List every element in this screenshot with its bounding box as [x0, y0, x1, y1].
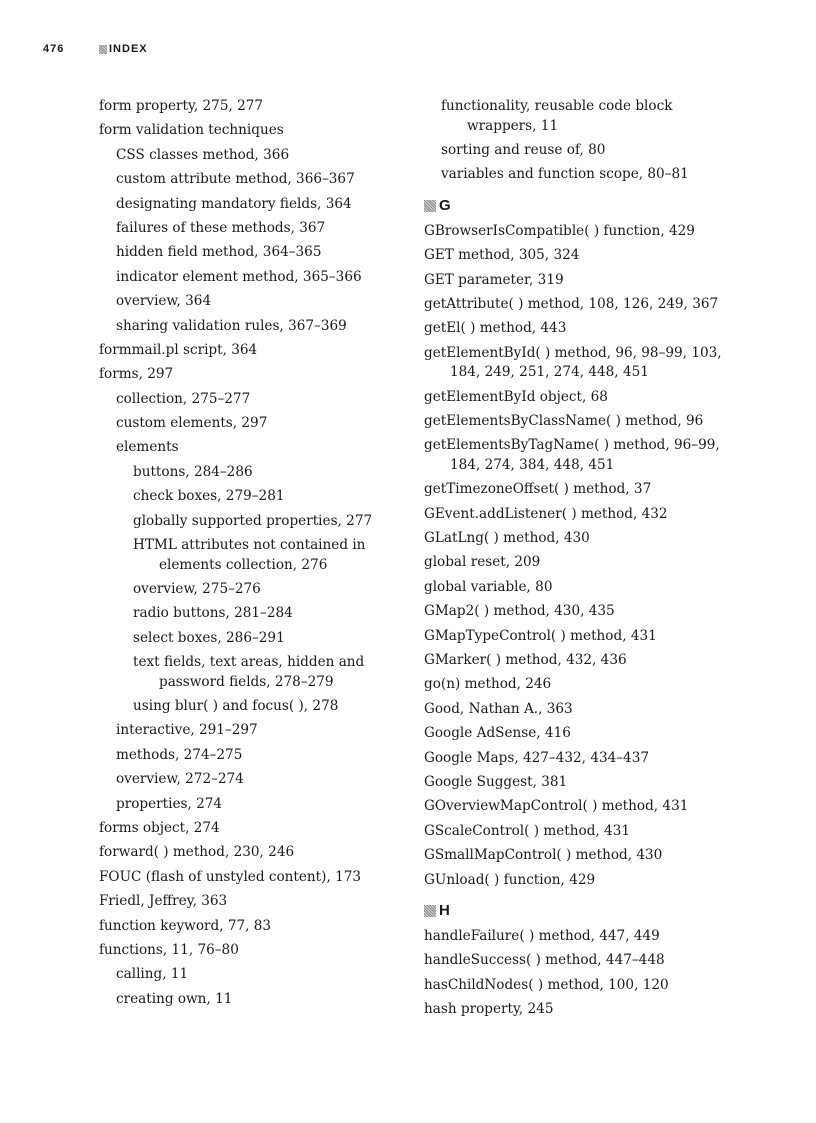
index-entry: hash property, 245	[424, 1001, 554, 1018]
index-entry: GOverviewMapControl( ) method, 431	[424, 798, 689, 815]
page-number: 476	[43, 43, 65, 55]
index-subentry: overview, 272–274	[116, 771, 244, 788]
index-subentry: HTML attributes not contained in elements collection, 276	[133, 537, 366, 573]
index-letter: H	[439, 902, 450, 920]
index-subentry: collection, 275–277	[116, 390, 251, 407]
index-entry: GBrowserIsCompatible( ) function, 429	[424, 222, 695, 239]
index-entry: getElementById( ) method, 96, 98–99, 103, 184, 249, 251, 274, 448, 451	[424, 344, 722, 381]
index-subentry: custom attribute method, 366–367	[116, 171, 355, 188]
index-entry: GScaleControl( ) method, 431	[424, 822, 630, 839]
index-subentry: indicator element method, 365–366	[116, 268, 362, 285]
index-entry: forms object, 274	[99, 819, 220, 836]
index-subentry: creating own, 11	[116, 990, 233, 1007]
index-subentry: using blur( ) and focus( ), 278	[133, 697, 339, 714]
index-entry: Friedl, Jeffrey, 363	[99, 893, 228, 910]
index-entry: hasChildNodes( ) method, 100, 120	[424, 976, 669, 993]
index-entry: formmail.pl script, 364	[99, 341, 258, 358]
index-subentry: custom elements, 297	[116, 415, 268, 432]
index-entry: getTimezoneOffset( ) method, 37	[424, 481, 652, 498]
index-entry: getElementsByClassName( ) method, 96	[424, 413, 704, 430]
running-header	[43, 41, 148, 57]
index-subentry: buttons, 284–286	[133, 463, 253, 480]
index-subentry: variables and function scope, 80–81	[441, 166, 689, 183]
section-marker-icon	[99, 45, 107, 54]
index-subentry: sharing validation rules, 367–369	[116, 317, 347, 334]
index-entry: getElementById object, 68	[424, 388, 608, 405]
index-entry: GET method, 305, 324	[424, 247, 580, 264]
index-entry: GMapTypeControl( ) method, 431	[424, 627, 657, 644]
index-subentry: check boxes, 279–281	[133, 488, 285, 505]
index-entry: GEvent.addListener( ) method, 432	[424, 505, 668, 522]
index-entry: function keyword, 77, 83	[99, 917, 272, 934]
index-entry: handleSuccess( ) method, 447–448	[424, 952, 665, 969]
heading-marker-icon	[424, 905, 436, 917]
index-subentry: designating mandatory fields, 364	[116, 195, 352, 212]
index-subentry: interactive, 291–297	[116, 722, 258, 739]
index-column-left	[99, 97, 417, 1014]
index-entry: GET parameter, 319	[424, 271, 564, 288]
index-entry: handleFailure( ) method, 447, 449	[424, 928, 660, 945]
index-entry: form validation techniques	[99, 122, 284, 139]
index-entry: forward( ) method, 230, 246	[99, 844, 295, 861]
index-column-right	[424, 97, 744, 1025]
index-letter: G	[439, 196, 451, 214]
heading-marker-icon	[424, 200, 436, 212]
index-entry: getAttribute( ) method, 108, 126, 249, 367	[424, 295, 719, 312]
index-subentry: sorting and reuse of, 80	[441, 141, 606, 158]
index-entry: GSmallMapControl( ) method, 430	[424, 847, 663, 864]
index-entry: Good, Nathan A., 363	[424, 700, 573, 717]
index-subentry: select boxes, 286–291	[133, 629, 285, 646]
index-entry: forms, 297	[99, 366, 174, 383]
index-subentry: failures of these methods, 367	[116, 219, 326, 236]
index-entry: Google Suggest, 381	[424, 773, 568, 790]
index-entry: getElementsByTagName( ) method, 96–99, 184, 274, 384, 448, 451	[424, 437, 720, 473]
index-entry: global variable, 80	[424, 578, 553, 595]
index-entry: Google AdSense, 416	[424, 725, 571, 742]
index-subentry: radio buttons, 281–284	[133, 605, 293, 622]
index-entry: GMarker( ) method, 432, 436	[424, 652, 627, 669]
section-label: INDEX	[109, 43, 148, 55]
index-subentry: CSS classes method, 366	[116, 146, 290, 163]
index-subentry: text fields, text areas, hidden and password fields, 278–279	[133, 654, 365, 690]
index-entry: form property, 275, 277	[99, 98, 264, 114]
index-letter-heading	[424, 197, 744, 215]
index-subentry: methods, 274–275	[116, 746, 243, 763]
index-entry: global reset, 209	[424, 554, 541, 571]
index-entry: go(n) method, 246	[424, 676, 552, 693]
index-subentry: functionality, reusable code block wrappers, 11	[441, 98, 673, 134]
index-entry: Google Maps, 427–432, 434–437	[424, 749, 650, 766]
index-subentry: properties, 274	[116, 795, 223, 812]
index-subentry: calling, 11	[116, 966, 189, 983]
index-letter-heading	[424, 902, 744, 920]
index-entry: getEl( ) method, 443	[424, 320, 567, 337]
index-subentry: overview, 364	[116, 293, 212, 310]
index-entry: GUnload( ) function, 429	[424, 871, 596, 888]
index-subentry: hidden field method, 364–365	[116, 244, 322, 261]
index-entry: GMap2( ) method, 430, 435	[424, 603, 615, 620]
index-entry: GLatLng( ) method, 430	[424, 530, 590, 547]
index-subentry: elements	[116, 439, 179, 456]
index-entry: FOUC (flash of unstyled content), 173	[99, 868, 362, 885]
index-subentry: globally supported properties, 277	[133, 512, 373, 529]
index-entry: functions, 11, 76–80	[99, 941, 239, 958]
index-subentry: overview, 275–276	[133, 580, 261, 597]
